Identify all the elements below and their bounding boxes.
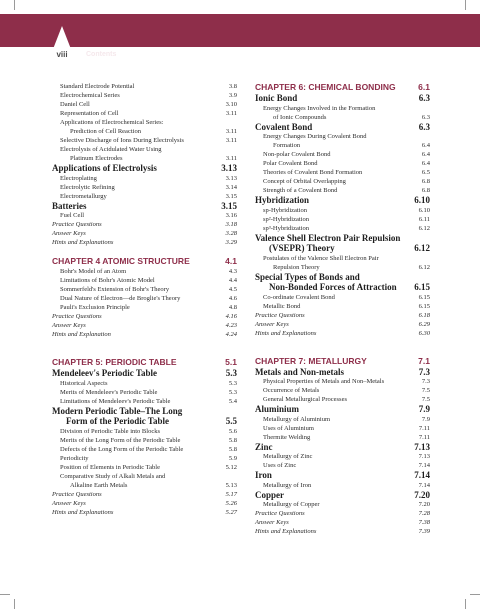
toc-back-matter-entry[interactable] (255, 329, 430, 338)
entry-page-number: 7.11 (418, 424, 430, 432)
toc-entry[interactable] (52, 174, 237, 183)
entry-title: Fuel Cell (60, 212, 85, 219)
toc-entry[interactable] (52, 294, 237, 303)
entry-title: Metals and Non-metals (255, 366, 344, 377)
chapter-heading[interactable] (255, 356, 430, 367)
entry-title: Hints and Explanations (255, 528, 317, 535)
entry-title: Merits of Mendeleev's Periodic Table (60, 388, 158, 396)
entry-page-number: 5.3 (225, 368, 237, 378)
entry-title: of Ionic Compounds (273, 113, 327, 121)
entry-title: Modern Periodic Table–The Long (52, 405, 183, 416)
toc-entry[interactable] (52, 463, 237, 472)
toc-entry[interactable] (255, 159, 430, 168)
entry-page-number: 7.20 (418, 501, 430, 508)
entry-title: Answer Keys (255, 519, 289, 526)
entry-page-number: 6.3 (418, 121, 430, 132)
toc-back-matter-entry[interactable] (52, 490, 237, 499)
toc-entry[interactable] (52, 192, 237, 201)
entry-page-number: 5.5 (225, 416, 237, 426)
toc-entry[interactable] (255, 113, 430, 122)
toc-back-matter-entry[interactable] (52, 229, 237, 238)
toc-entry[interactable] (255, 215, 430, 224)
entry-title: Physical Properties of Metals and Non–Metals (263, 378, 385, 385)
toc-entry[interactable] (52, 183, 237, 192)
toc-entry[interactable] (255, 293, 430, 302)
entry-page-number: 6.4 (421, 142, 430, 149)
toc-entry[interactable] (255, 168, 430, 177)
chapter-heading[interactable] (52, 256, 237, 267)
entry-title: Prediction of Cell Reaction (70, 128, 141, 135)
spacer (52, 339, 237, 357)
entry-page-number: 5.26 (225, 499, 237, 507)
entry-page-number: 7.1 (418, 355, 430, 366)
entry-title: Uses of Zinc (263, 462, 297, 469)
entry-page-number: 3.10 (225, 101, 237, 108)
toc-entry[interactable] (255, 224, 430, 233)
entry-title: Hints and Explanation (52, 331, 111, 338)
toc-back-matter-entry[interactable] (52, 312, 237, 321)
toc-entry[interactable] (255, 500, 430, 509)
entry-page-number: 3.15 (225, 192, 237, 200)
entry-title: Comparative Study of Alkali Metals and (60, 472, 166, 480)
toc-entry[interactable] (52, 454, 237, 463)
toc-entry[interactable] (52, 145, 237, 154)
entry-title: Limitations of Bohr's Atomic Model (60, 277, 155, 284)
entry-page-number: 5.9 (228, 454, 237, 462)
entry-title: Electrometallurgy (60, 192, 107, 200)
entry-title: Applications of Electrochemical Series: (60, 119, 164, 126)
entry-page-number: 3.14 (225, 183, 237, 191)
crop-mark (465, 0, 466, 10)
spacer (52, 247, 237, 256)
crop-mark (470, 594, 480, 595)
toc-entry[interactable] (255, 386, 430, 395)
entry-page-number: 6.18 (418, 311, 430, 319)
toc-entry[interactable] (255, 481, 430, 490)
entry-title: Occurrence of Metals (263, 387, 320, 394)
entry-page-number: 3.16 (225, 212, 237, 219)
section-heading[interactable] (52, 163, 237, 174)
section-heading[interactable] (52, 406, 237, 417)
entry-page-number: 5.17 (225, 490, 237, 498)
entry-page-number: 7.14 (414, 470, 430, 480)
toc-back-matter-entry[interactable] (52, 220, 237, 229)
toc-entry[interactable] (52, 445, 237, 454)
entry-page-number: 3.11 (225, 128, 237, 135)
entry-page-number: 4.3 (228, 268, 237, 275)
section-heading[interactable] (52, 201, 237, 212)
entry-title: Dual Nature of Electron—de Broglie's Theory (60, 295, 181, 302)
entry-page-number: 3.11 (225, 155, 237, 162)
toc-entry[interactable] (255, 415, 430, 424)
entry-page-number: 6.15 (414, 282, 430, 292)
entry-title: Formation (273, 142, 301, 149)
entry-title: Theories of Covalent Bond Formation (263, 169, 363, 176)
entry-title: Merits of the Long Form of the Periodic Table (60, 436, 181, 444)
entry-title: Electrolysis of Acidulated Water Using (60, 146, 162, 153)
entry-page-number: 3.11 (225, 110, 237, 117)
toc-entry[interactable] (255, 424, 430, 433)
section-heading[interactable] (255, 404, 430, 415)
entry-page-number: 5.8 (228, 436, 237, 444)
entry-page-number: 6.10 (418, 206, 430, 214)
entry-page-number: 6.1 (418, 82, 430, 92)
entry-title: Electroplating (60, 174, 97, 182)
entry-title: Answer Keys (52, 230, 86, 237)
entry-page-number: 6.3 (418, 93, 430, 103)
entry-title: Bohr's Model of an Atom (60, 268, 127, 275)
toc-entry[interactable] (255, 150, 430, 159)
entry-page-number: 4.4 (228, 277, 237, 284)
entry-page-number: 5.6 (228, 427, 237, 435)
toc-back-matter-entry[interactable] (255, 518, 430, 527)
toc-entry[interactable] (52, 154, 237, 163)
entry-page-number: 3.28 (225, 230, 237, 237)
entry-title: Selective Discharge of Ions During Electrolysis (60, 137, 184, 144)
section-heading[interactable] (255, 272, 430, 283)
toc-entry[interactable] (255, 302, 430, 311)
toc-entry[interactable] (255, 104, 430, 113)
entry-title: Co-ordinate Covalent Bond (263, 293, 335, 301)
entry-page-number: 4.1 (225, 256, 237, 266)
entry-page-number: 6.15 (418, 293, 430, 301)
section-heading[interactable] (255, 243, 430, 254)
entry-page-number: 6.3 (421, 113, 430, 121)
toc-entry[interactable] (52, 427, 237, 436)
entry-page-number: 5.3 (228, 379, 237, 387)
entry-title: Iron (255, 470, 272, 480)
toc-entry[interactable] (255, 433, 430, 442)
entry-title: Metallurgy of Aluminium (263, 415, 331, 423)
entry-title: Hints and Explanations (255, 329, 317, 337)
entry-page-number: 7.14 (418, 481, 430, 489)
entry-page-number: 4.24 (225, 331, 237, 338)
entry-page-number: 5.12 (225, 463, 237, 471)
toc-entry[interactable] (52, 109, 237, 118)
entry-title: sp²-Hybridization (263, 215, 309, 223)
entry-title: Alkaline Earth Metals (70, 481, 128, 489)
entry-page-number: 5.27 (225, 508, 237, 516)
toc-entry[interactable] (52, 481, 237, 490)
entry-title: Historical Aspects (60, 379, 108, 387)
entry-title: Copper (255, 489, 284, 500)
entry-page-number: 7.5 (421, 387, 430, 394)
spacer (255, 338, 430, 356)
entry-page-number: 3.29 (225, 239, 237, 246)
crop-mark (465, 599, 466, 609)
entry-page-number: 7.9 (418, 404, 430, 414)
toc-entry[interactable] (52, 127, 237, 136)
entry-page-number: 7.39 (418, 528, 430, 535)
toc-left-column (52, 82, 237, 517)
section-heading[interactable] (255, 233, 430, 244)
entry-title: Standard Electrode Potential (60, 83, 135, 90)
entry-title: Non-polar Covalent Bond (263, 151, 331, 158)
entry-title: CHAPTER 7: METALLURGY (255, 355, 367, 366)
entry-title: Hints and Explanations (52, 508, 114, 516)
entry-title: Non-Bonded Forces of Attraction (269, 282, 397, 292)
entry-title: Thermite Welding (263, 433, 311, 441)
entry-page-number: 3.15 (221, 200, 237, 211)
section-heading[interactable] (52, 368, 237, 379)
toc-entry[interactable] (52, 436, 237, 445)
toc-back-matter-entry[interactable] (255, 527, 430, 536)
toc-back-matter-entry[interactable] (255, 311, 430, 320)
section-label: Contents (86, 51, 117, 58)
entry-title: CHAPTER 5: PERIODIC TABLE (52, 357, 177, 367)
entry-page-number: 6.12 (418, 224, 430, 232)
toc-entry[interactable] (255, 141, 430, 150)
entry-title: Practice Questions (52, 490, 102, 498)
crop-mark (14, 599, 15, 609)
entry-title: Aluminium (255, 404, 300, 414)
entry-page-number: 5.3 (228, 388, 237, 396)
entry-title: CHAPTER 4 ATOMIC STRUCTURE (52, 256, 190, 266)
entry-title: sp-Hybridization (263, 206, 308, 214)
toc-entry[interactable] (255, 177, 430, 186)
entry-page-number: 7.3 (421, 378, 430, 385)
entry-title: Sommerfeld's Extension of Bohr's Theory (60, 286, 170, 293)
entry-title: Energy Changes Involved in the Formation (263, 104, 376, 112)
entry-title: Metallurgy of Copper (263, 501, 320, 508)
entry-title: sp³-Hybridization (263, 224, 309, 232)
entry-page-number: 6.30 (418, 329, 430, 337)
toc-entry[interactable] (255, 254, 430, 263)
entry-page-number: 6.8 (421, 187, 430, 194)
entry-page-number: 7.38 (418, 519, 430, 526)
entry-title: Hybridization (255, 195, 310, 205)
entry-title: Repulsion Theory (273, 263, 320, 271)
entry-title: Batteries (52, 200, 87, 211)
toc-entry[interactable] (255, 206, 430, 215)
entry-page-number: 6.5 (421, 169, 430, 176)
toc-entry[interactable] (255, 452, 430, 461)
entry-title: Valence Shell Electron Pair Repulsion (255, 232, 401, 243)
entry-title: Representation of Cell (60, 110, 119, 117)
entry-page-number: 6.8 (421, 178, 430, 185)
page-number: viii (56, 50, 68, 59)
entry-page-number: 7.11 (418, 433, 430, 441)
entry-page-number: 6.12 (418, 263, 430, 271)
entry-page-number: 6.29 (418, 320, 430, 328)
entry-page-number: 3.9 (228, 92, 237, 99)
entry-title: Metallic Bond (263, 302, 301, 310)
entry-title: (VSEPR) Theory (269, 243, 335, 253)
toc-right-column (255, 82, 430, 536)
entry-title: Covalent Bond (255, 121, 313, 132)
entry-page-number: 7.20 (414, 489, 430, 500)
section-heading[interactable] (255, 122, 430, 133)
section-heading[interactable] (255, 367, 430, 378)
entry-page-number: 5.4 (228, 397, 237, 405)
entry-title: Position of Elements in Periodic Table (60, 463, 160, 471)
entry-title: Daniel Cell (60, 101, 90, 108)
toc-entry[interactable] (52, 276, 237, 285)
toc-entry[interactable] (52, 118, 237, 127)
entry-title: Postulates of the Valence Shell Electron Pair (263, 254, 379, 262)
toc-entry[interactable] (52, 82, 237, 91)
chapter-heading[interactable] (255, 82, 430, 93)
entry-page-number: 7.13 (418, 453, 430, 460)
toc-entry[interactable] (52, 472, 237, 481)
chapter-heading[interactable] (52, 357, 237, 368)
toc-entry[interactable] (52, 303, 237, 312)
entry-title: Metallurgy of Zinc (263, 453, 313, 460)
entry-page-number: 3.13 (225, 174, 237, 182)
toc-entry[interactable] (52, 211, 237, 220)
entry-page-number: 6.4 (421, 151, 430, 158)
entry-title: Metallurgy of Iron (263, 481, 312, 489)
toc-back-matter-entry[interactable] (52, 238, 237, 247)
entry-page-number: 3.11 (225, 137, 237, 144)
toc-entry[interactable] (52, 100, 237, 109)
entry-title: Limitations of Mendeleev's Periodic Table (60, 397, 171, 405)
entry-title: Defects of the Long Form of the Periodic Table (60, 445, 184, 453)
toc-back-matter-entry[interactable] (52, 321, 237, 330)
section-heading[interactable] (255, 470, 430, 481)
entry-page-number: 4.16 (225, 313, 237, 320)
entry-page-number: 6.15 (418, 302, 430, 310)
entry-title: Polar Covalent Bond (263, 160, 318, 167)
entry-page-number: 4.23 (225, 322, 237, 329)
entry-page-number: 7.14 (418, 462, 430, 469)
entry-title: Special Types of Bonds and (255, 271, 360, 282)
section-heading[interactable] (52, 416, 237, 427)
section-heading[interactable] (255, 93, 430, 104)
entry-title: Answer Keys (52, 322, 86, 329)
toc-entry[interactable] (255, 377, 430, 386)
entry-title: Form of the Periodic Table (66, 416, 169, 426)
entry-page-number: 7.13 (414, 441, 430, 452)
entry-page-number: 3.13 (221, 163, 237, 173)
entry-page-number: 5.1 (225, 357, 237, 367)
entry-page-number: 6.10 (414, 195, 430, 205)
entry-page-number: 6.11 (418, 215, 430, 223)
toc-entry[interactable] (52, 379, 237, 388)
entry-page-number: 4.5 (228, 286, 237, 293)
entry-page-number: 5.13 (225, 481, 237, 489)
entry-title: Hints and Explanations (52, 239, 114, 246)
toc-entry[interactable] (255, 132, 430, 141)
toc-entry[interactable] (52, 91, 237, 100)
section-heading[interactable] (255, 282, 430, 293)
entry-page-number: 4.6 (228, 295, 237, 302)
entry-title: Applications of Electrolysis (52, 163, 157, 173)
entry-title: General Metallurgical Processes (263, 396, 347, 403)
toc-entry[interactable] (52, 388, 237, 397)
entry-title: Practice Questions (255, 510, 305, 517)
toc-entry[interactable] (52, 397, 237, 406)
toc-back-matter-entry[interactable] (255, 509, 430, 518)
entry-page-number: 7.5 (421, 396, 430, 403)
toc-entry[interactable] (52, 285, 237, 294)
entry-page-number: 3.8 (228, 83, 237, 90)
entry-title: Practice Questions (52, 221, 102, 228)
section-heading[interactable] (255, 442, 430, 453)
toc-entry[interactable] (52, 136, 237, 145)
entry-title: Periodicity (60, 454, 89, 462)
entry-title: Strength of a Covalent Bond (263, 187, 338, 194)
entry-title: Electrolytic Refining (60, 183, 115, 191)
section-heading[interactable] (255, 195, 430, 206)
crop-mark (14, 0, 15, 10)
entry-page-number: 7.9 (421, 415, 430, 423)
entry-title: Electrochemical Series (60, 92, 120, 99)
entry-title: Answer Keys (52, 499, 86, 507)
toc-entry[interactable] (255, 186, 430, 195)
entry-page-number: 6.4 (421, 160, 430, 167)
toc-back-matter-entry[interactable] (52, 330, 237, 339)
entry-title: Practice Questions (52, 313, 102, 320)
entry-title: Mendeleev's Periodic Table (52, 368, 157, 378)
entry-title: Concept of Orbital Overlapping (263, 178, 346, 185)
entry-title: Ionic Bond (255, 93, 298, 103)
toc-entry[interactable] (255, 395, 430, 404)
entry-page-number: 5.8 (228, 445, 237, 453)
toc-entry[interactable] (255, 461, 430, 470)
entry-title: Division of Periodic Table into Blocks (60, 427, 160, 435)
entry-title: Energy Changes During Covalent Bond (263, 133, 367, 140)
toc-back-matter-entry[interactable] (52, 499, 237, 508)
toc-back-matter-entry[interactable] (52, 508, 237, 517)
toc-entry[interactable] (52, 267, 237, 276)
entry-page-number: 7.28 (418, 510, 430, 517)
entry-title: Platinum Electrodes (70, 155, 123, 162)
entry-title: Pauli's Exclusion Principle (60, 304, 130, 311)
entry-page-number: 6.12 (414, 243, 430, 253)
entry-title: Zinc (255, 441, 273, 452)
entry-page-number: 7.3 (418, 366, 430, 377)
entry-page-number: 4.8 (228, 304, 237, 311)
crop-mark (0, 594, 10, 595)
entry-title: CHAPTER 6: CHEMICAL BONDING (255, 82, 396, 92)
section-heading[interactable] (255, 490, 430, 501)
toc-entry[interactable] (255, 263, 430, 272)
toc-back-matter-entry[interactable] (255, 320, 430, 329)
entry-title: Uses of Aluminium (263, 424, 314, 432)
entry-page-number: 3.18 (225, 221, 237, 228)
entry-title: Practice Questions (255, 311, 305, 319)
entry-title: Answer Keys (255, 320, 289, 328)
